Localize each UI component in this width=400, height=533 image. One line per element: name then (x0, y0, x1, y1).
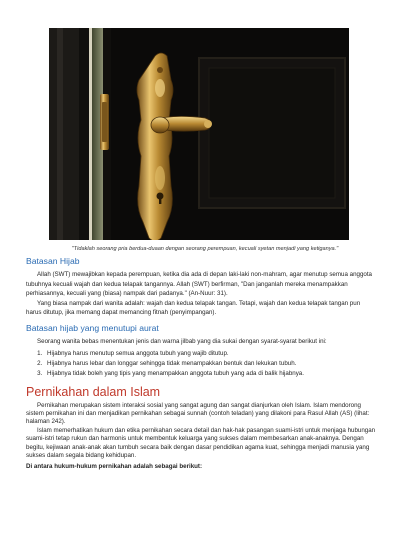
document-body (26, 256, 376, 472)
list-item: 2. Hijabnya harus lebar dan longgar sehingga tidak menampakkan bentuk dan lekukan tubuh. (44, 359, 376, 369)
paragraph-bold: Di antara hukum-hukum pernikahan adalah sebagai berikut: (26, 463, 203, 471)
paragraph: Pernikahan merupakan sistem interaksi sosial yang sangat agung dan sangat dianjurkan oleh Islam. Islam mendorong sistem pernikahan ini dan menjadikan pernikahan sebagai sunnah (contoh teladan) yang dilakoni para Rasul Allah (AS) (lihat: halaman 242). (26, 401, 370, 426)
requirements-list (26, 349, 376, 379)
door-handle-photo (49, 28, 349, 240)
photo-caption: "Tidaklah seorang pria berdua-duaan dengan seorang perempuan, kecuali syetan menjadi yang ketiganya." (71, 246, 339, 252)
paragraph: Yang biasa nampak dari wanita adalah: wajah dan kedua telapak tangan. Tetapi, wajah dan kedua telapak tangan pun harus ditutup, jika memang dapat memancing fitnah (penyimpangan). (26, 299, 361, 317)
paragraph: Allah (SWT) mewajibkan kepada perempuan, ketika dia ada di depan laki-laki non-mahram, agar menutup semua anggota tubuhnya kecuali wajah dan kedua telapak tangannya. Allah (SWT) berfirman, "Dan janganlah mereka menampakkan perhiasannya, kecuali yang (biasa) nampak dari padanya." (An-Nuur: 31). (26, 271, 372, 298)
list-item: 3. Hijabnya tidak boleh yang tipis yang menampakkan anggota tubuh yang ada di balik hijabnya. (44, 369, 376, 379)
section-heading-batasan-hijab-aurat: Batasan hijab yang menutupi aurat (26, 322, 159, 333)
paragraph: Seorang wanita bebas menentukan jenis dan warna jilbab yang dia sukai dengan syarat-syarat berikut ini: (37, 337, 327, 345)
section-heading-batasan-hijab: Batasan Hijab (26, 256, 80, 266)
section-heading-pernikahan: Pernikahan dalam Islam (26, 384, 161, 399)
list-item: 1. Hijabnya harus menutup semua anggota tubuh yang wajib ditutup. (44, 349, 376, 359)
paragraph: Islam memerhatikan hukum dan etika pernikahan secara detail dan hak-hak pasangan suami-istri untuk menjaga hubungan suami-istri tetap rukun dan harmonis untuk membentuk keluarga yang sukses dalam membesarkan anak-anaknya. Dengan begitu, kejiwaan anak-anak akan tumbuh secara baik dengan dasar pendidikan agama kuat, sehingga menjadi manusia yang sukses dalam segala bidang kehidupan. (26, 426, 376, 459)
